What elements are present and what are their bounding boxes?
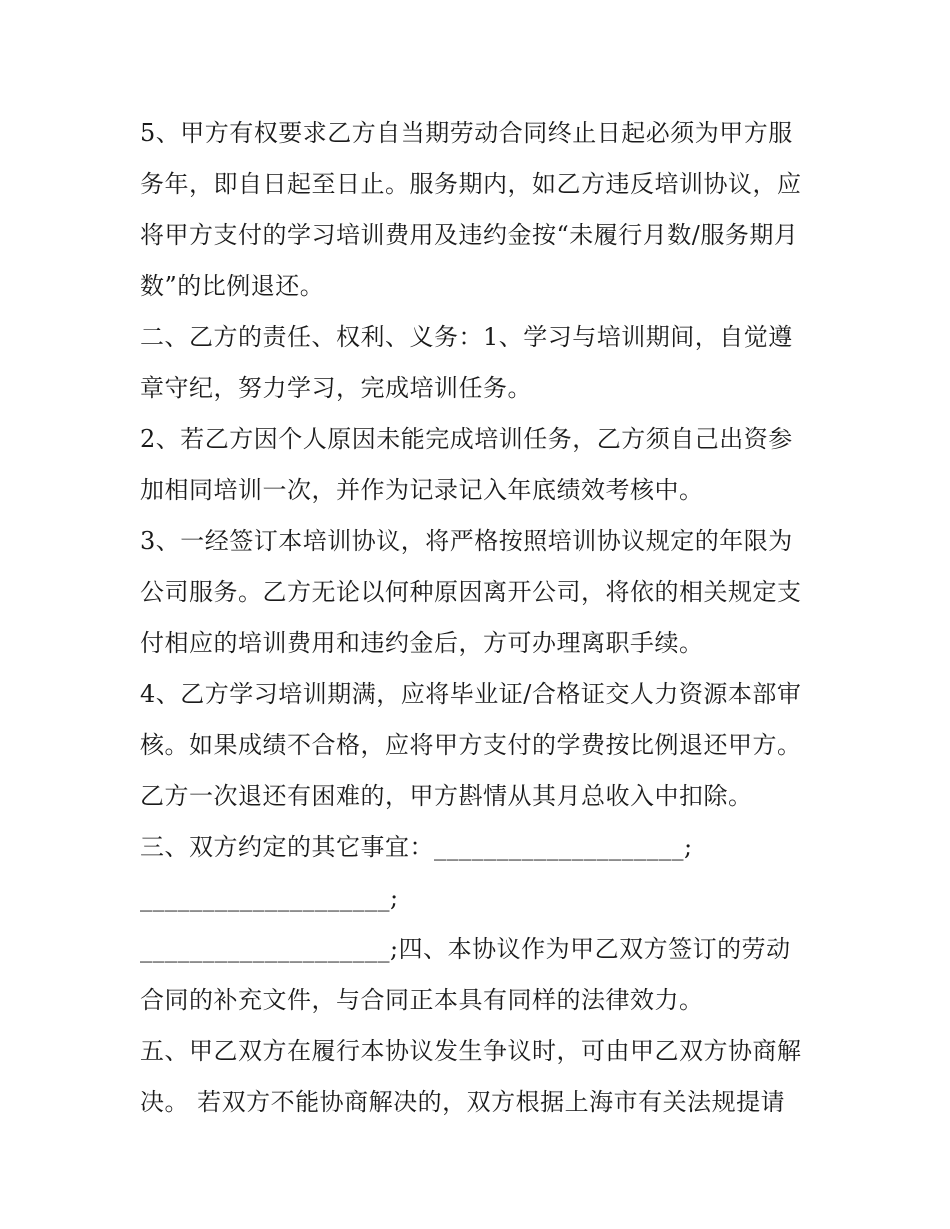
text-line: 数”的比例退还。: [140, 272, 325, 300]
text-line: 公司服务。乙方无论以何种原因离开公司，将依的相关规定支: [140, 578, 802, 606]
text-line: 5、甲方有权要求乙方自当期劳动合同终止日起必须为甲方服: [140, 119, 793, 147]
text-line: ____________________;: [140, 884, 399, 912]
text-line: 3、一经签订本培训协议，将严格按照培训协议规定的年限为: [140, 527, 793, 555]
document-body: [140, 108, 820, 1128]
text-line: 五、甲乙双方在履行本协议发生争议时，可由甲乙双方协商解: [140, 1037, 802, 1065]
text-line: 4、乙方学习培训期满，应将毕业证/合格证交人力资源本部审: [140, 680, 802, 708]
text-line: 将甲方支付的学习培训费用及违约金按“未履行月数/服务期月: [140, 221, 799, 249]
text-line: 决。 若双方不能协商解决的，双方根据上海市有关法规提请: [140, 1088, 786, 1116]
text-line: 核。如果成绩不合格，应将甲方支付的学费按比例退还甲方。: [140, 731, 802, 759]
text-line: ____________________;四、本协议作为甲乙双方签订的劳动: [140, 935, 791, 963]
text-line: 加相同培训一次，并作为记录记入年底绩效考核中。: [140, 476, 704, 504]
text-line: 章守纪，努力学习，完成培训任务。: [140, 374, 532, 402]
text-line: 务年，即自日起至日止。服务期内，如乙方违反培训协议，应: [140, 170, 802, 198]
text-line: 合同的补充文件，与合同正本具有同样的法律效力。: [140, 986, 704, 1014]
text-line: 三、双方约定的其它事宜：____________________;: [140, 833, 693, 861]
text-line: 付相应的培训费用和违约金后，方可办理离职手续。: [140, 629, 704, 657]
text-line: 2、若乙方因个人原因未能完成培训任务，乙方须自己出资参: [140, 425, 793, 453]
text-line: 二、乙方的责任、权利、义务：1、学习与培训期间，自觉遵: [140, 323, 793, 351]
text-line: 乙方一次退还有困难的，甲方斟情从其月总收入中扣除。: [140, 782, 753, 810]
